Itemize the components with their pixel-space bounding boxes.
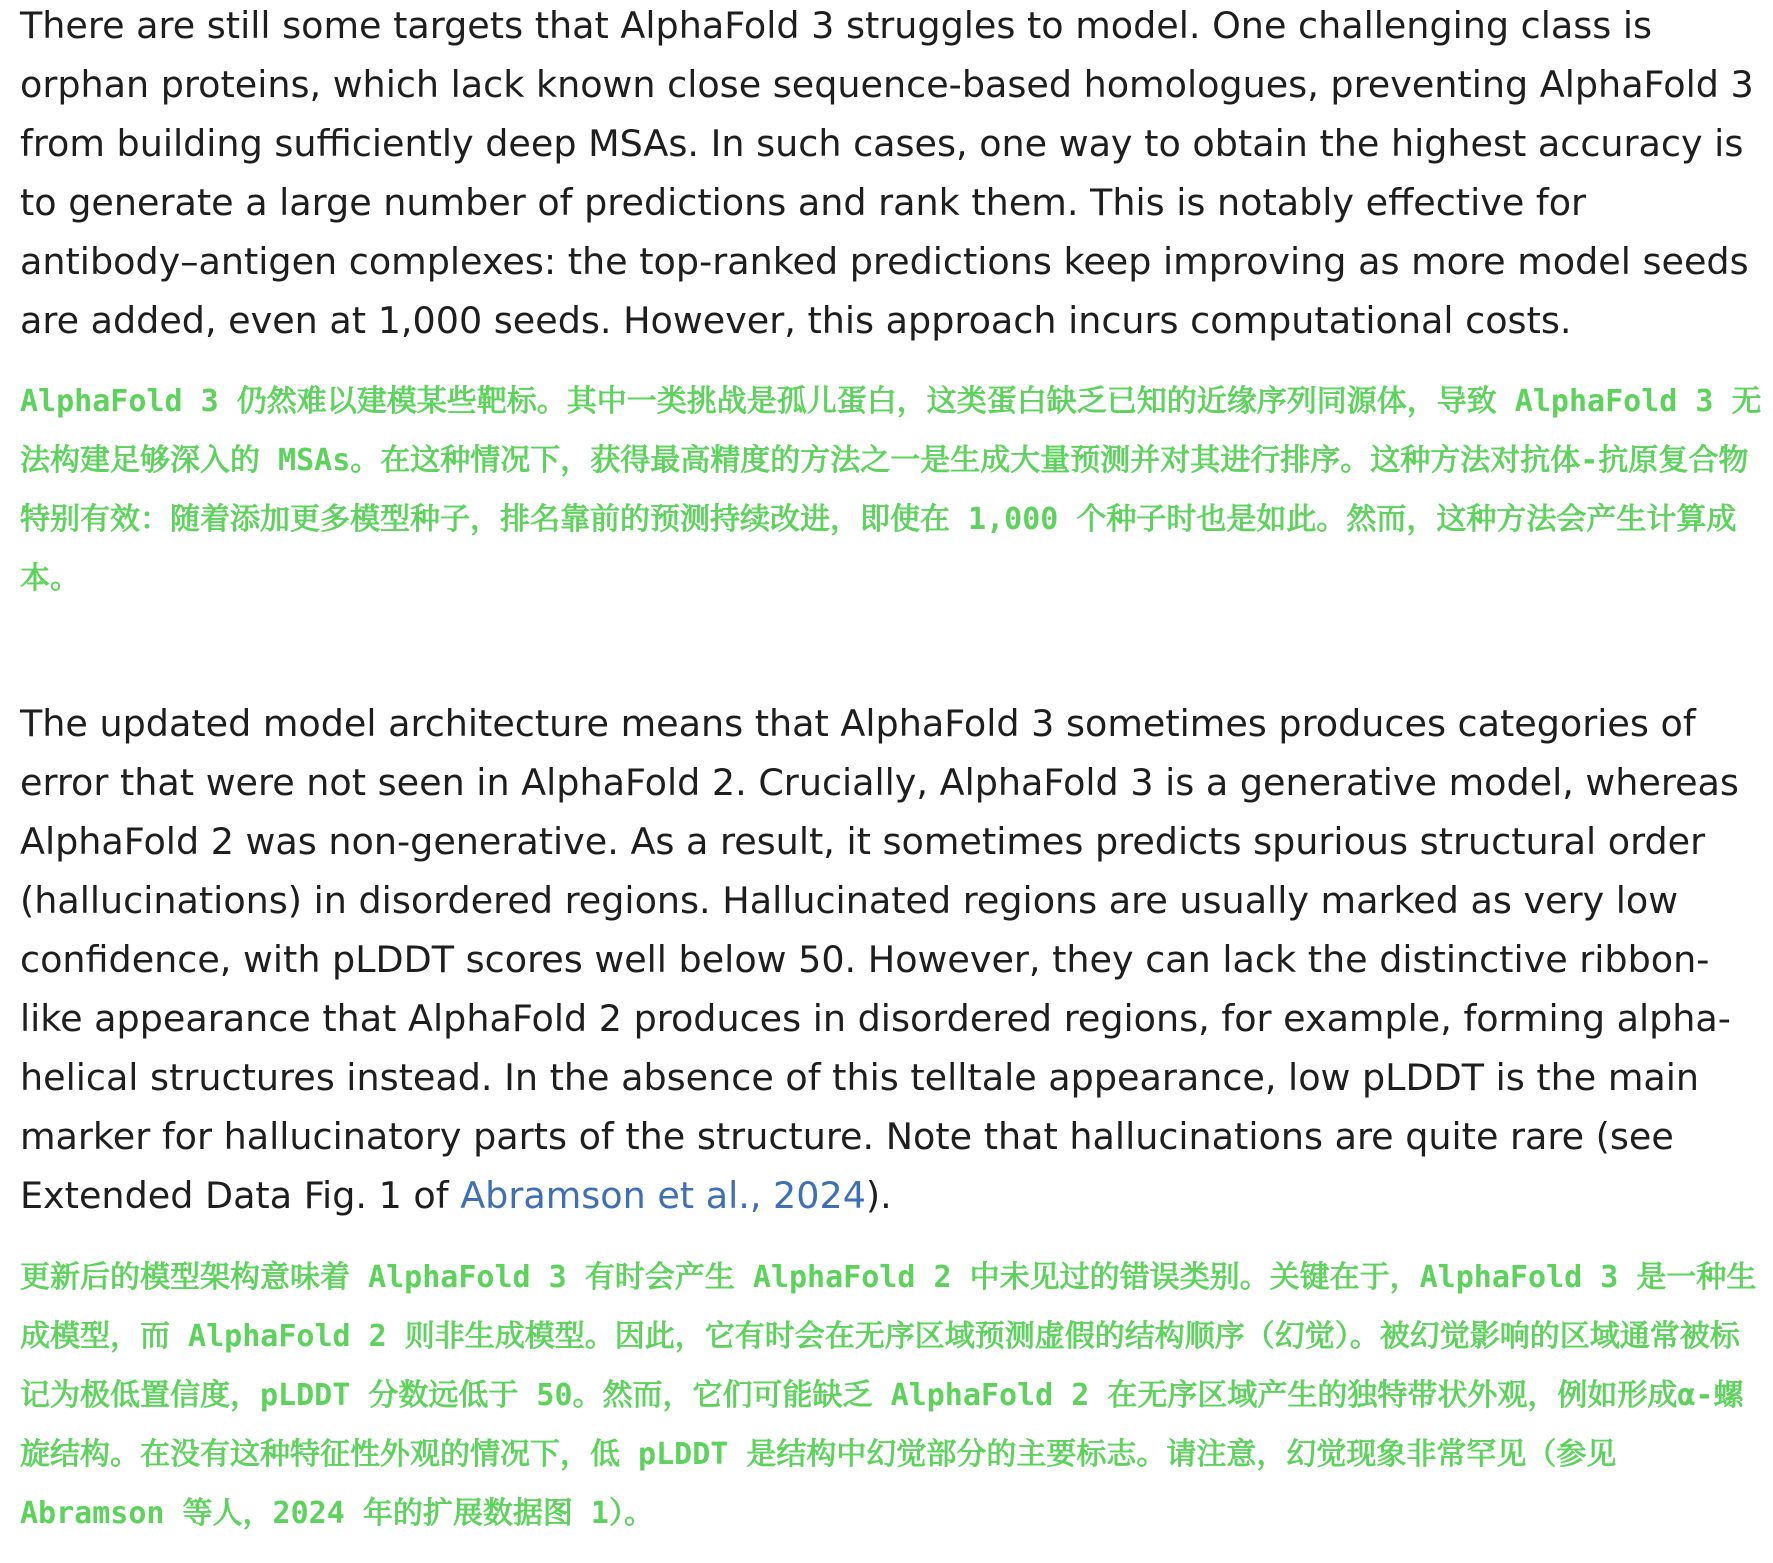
paragraph-english-2-text: The updated model architecture means that AlphaFold 3 sometimes produces categories of error that were not seen in AlphaFold 2. Crucially, AlphaFold 3 is a generative model, whereas AlphaFold 2 was non-generative. As a result, it sometimes predicts spurious structural order (hallucinations) in disordered regions. Hallucinated regions are usually marked as very low confidence, with pLDDT scores well below 50. However, they can lack the distinctive ribbon-like appearance that AlphaFold 2 produces in disordered regions, for example, forming alpha-helical structures instead. In the absence of this telltale appearance, low pLDDT is the main marker for hallucinatory parts of the structure. Note that hallucinations are quite rare (see Extended Data Fig. 1 of: [20, 702, 1739, 1217]
paragraph-translation-1: AlphaFold 3 仍然难以建模某些靶标。其中一类挑战是孤儿蛋白，这类蛋白缺乏已知的近缘序列同源体，导致 AlphaFold 3 无法构建足够深入的 MSAs。在这种情况下，获得最高精度的方法之一是生成大量预测并对其进行排序。这种方法对抗体-抗原复合物特别有效：随着添加更多模型种子，排名靠前的预测持续改进，即使在 1,000 个种子时也是如此。然而，这种方法会产生计算成本。: [20, 384, 1762, 596]
citation-link-abramson-2024[interactable]: Abramson et al., 2024: [460, 1174, 866, 1217]
paragraph-english-2: [20, 694, 1765, 1225]
paragraph-english-1: There are still some targets that AlphaFold 3 struggles to model. One challenging class is orphan proteins, which lack known close sequence-based homologues, preventing AlphaFold 3 from building sufficiently deep MSAs. In such cases, one way to obtain the highest accuracy is to generate a large number of predictions and rank them. This is notably effective for antibody–antigen complexes: the top-ranked predictions keep improving as more model seeds are added, even at 1,000 seeds. However, this approach incurs computational costs.: [20, 4, 1754, 342]
paragraph-english-2-tail: ).: [865, 1174, 892, 1217]
paragraph-translation-2: 更新后的模型架构意味着 AlphaFold 3 有时会产生 AlphaFold 2 中未见过的错误类别。关键在于，AlphaFold 3 是一种生成模型，而 AlphaFold 2 则非生成模型。因此，它有时会在无序区域预测虚假的结构顺序（幻觉）。被幻觉影响的区域通常被标记为极低置信度，pLDDT 分数远低于 50。然而，它们可能缺乏 AlphaFold 2 在无序区域产生的独特带状外观，例如形成α-螺旋结构。在没有这种特征性外观的情况下，低 pLDDT 是结构中幻觉部分的主要标志。请注意，幻觉现象非常罕见（参见 Abramson 等人，2024 年的扩展数据图 1）。: [20, 1260, 1757, 1531]
